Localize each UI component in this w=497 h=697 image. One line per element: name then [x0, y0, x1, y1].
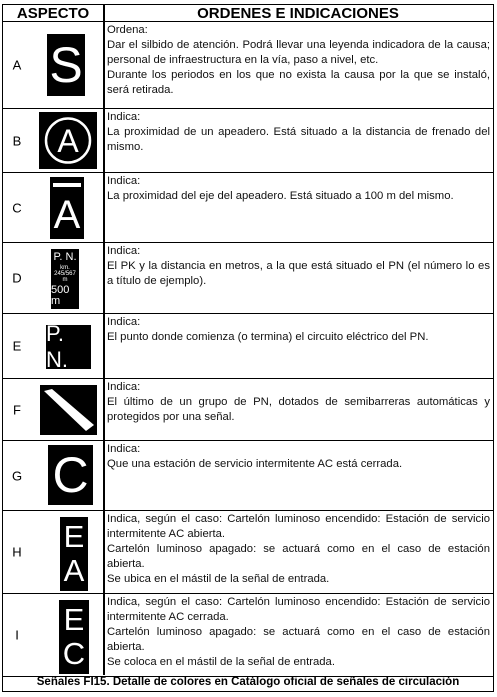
signals-table — [2, 4, 494, 692]
row-text: Indica: La proximidad del eje del apeadero. Está situado a 100 m del mismo. — [107, 175, 454, 202]
row-letter: B — [12, 133, 22, 148]
header-ordenes: ORDENES E INDICACIONES — [197, 5, 399, 22]
row-letter: G — [11, 468, 23, 483]
header-aspecto: ASPECTO — [16, 5, 90, 22]
row-text: Indica: La proximidad de un apeadero. Está situado a la distancia de frenado del mismo. — [107, 111, 490, 153]
row-text: Indica, según el caso: Cartelón luminoso encendido: Estación de servicio intermitente AC abierta. Cartelón luminoso apagado: se actuará como en el caso de estación abierta. Se ubica en el mástil de la señal de entrada. — [107, 513, 490, 585]
row-letter: H — [12, 544, 22, 560]
sign-ec: E C — [59, 600, 89, 674]
table-header — [3, 5, 493, 22]
row-letter: C — [12, 200, 22, 215]
table-row-h — [3, 511, 493, 594]
sign-s: S — [47, 34, 85, 96]
row-letter: A — [12, 57, 22, 73]
table-row-g — [3, 441, 493, 511]
table-row-c — [3, 173, 493, 243]
row-text: Indica: El último de un grupo de PN, dotados de semibarreras automáticas y protegidos por una señal. — [107, 381, 490, 423]
row-text: Indica: El punto donde comienza (o termina) el circuito eléctrico del PN. — [107, 316, 429, 343]
table-row-d — [3, 243, 493, 314]
sign-pk-distance: P. N. km. 245/567 m 500 m — [51, 249, 79, 309]
diagonal-stripe-icon — [40, 385, 97, 435]
sign-circled-a: A — [39, 112, 97, 169]
row-letter: F — [13, 402, 21, 417]
row-text: Ordena: Dar el silbido de atención. Podrá llevar una leyenda indicadora de la causa; personal de infraestructura en la vía, paso a nivel, etc. Durante los periodos en los que no exista la causa por la que se instaló, será retirada. — [107, 24, 490, 96]
bar-icon — [53, 183, 81, 187]
row-text: Indica: El PK y la distancia en metros, a la que está situado el PN (el número lo es a título de ejemplo). — [107, 245, 490, 287]
sign-diagonal — [40, 385, 97, 435]
row-letter: D — [12, 270, 22, 286]
row-letter: E — [12, 338, 22, 354]
row-text: Indica: Que una estación de servicio intermitente AC está cerrada. — [107, 443, 403, 470]
table-row-a — [3, 22, 493, 109]
sign-pn: P. N. — [46, 325, 91, 369]
table-row-e — [3, 314, 493, 379]
table-row-f — [3, 379, 493, 441]
sign-barred-a: A — [50, 177, 84, 239]
table-row-i — [3, 594, 493, 677]
table-row-b — [3, 109, 493, 173]
sign-ea: E A — [60, 517, 88, 591]
row-letter: I — [15, 627, 19, 643]
table-caption: Señales FI15. Detalle de colores en Catálogo oficial de señales de circulación — [36, 676, 460, 688]
row-text: Indica, según el caso: Cartelón luminoso encendido: Estación de servicio intermitente AC cerrada. Cartelón luminoso apagado: se actuará como en el caso de estación abierta. Se coloca en el mástil de la señal de entrada. — [107, 596, 490, 668]
sign-c: C — [48, 445, 93, 505]
